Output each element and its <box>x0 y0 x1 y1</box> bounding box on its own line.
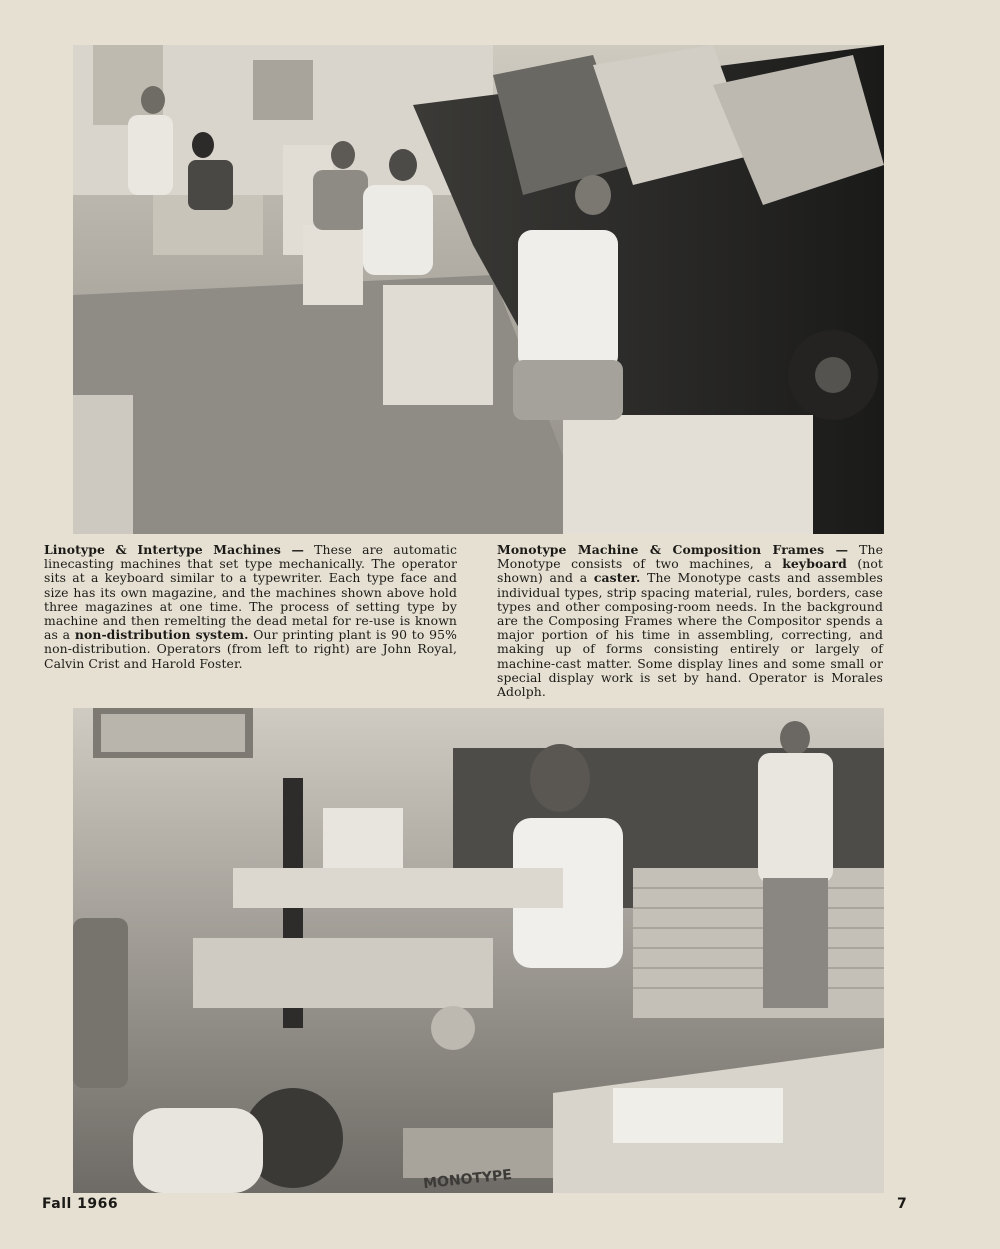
monotype-photo-illustration <box>73 708 884 1193</box>
monotype-machine-photo <box>73 708 884 1193</box>
linotype-machines-photo <box>73 45 884 534</box>
monotype-caption-bold-1: keyboard <box>782 556 847 572</box>
monotype-caption-text-1: The Monotype consists of two machines, a <box>497 542 883 572</box>
monotype-caption-title: Monotype Machine & Composition Frames — <box>497 542 849 557</box>
linotype-caption-title: Linotype & Intertype Machines — <box>44 542 304 557</box>
monotype-caption-text-3: The Monotype casts and assembles individual types, strip spacing material, rules, borders, case types and other composing-room needs. In the background are the Composing Frames where the Compositor spends a major portion of his time in assembling, correcting, and making up of forms consisting entirely or largely of machine-cast matter. Some display lines and some small or special display work is set by hand. Operator is Morales Adolph. <box>497 570 883 700</box>
issue-label: Fall 1966 <box>42 1196 119 1212</box>
linotype-caption-text-1: These are automatic linecasting machines that set type mechanically. The operator sits at a keyboard similar to a typewriter. Each type face and size has its own magazine, and the machines shown above hold three magazines at one time. The process of setting type by machine and then remelting the dead metal for re-use is known as a <box>44 542 457 643</box>
monotype-caption-text-2: (not shown) and a <box>497 556 883 586</box>
monotype-caption <box>497 543 883 699</box>
monotype-caption-bold-2: caster. <box>593 570 641 586</box>
linotype-caption-bold-1: non-distribution system. <box>74 627 249 643</box>
linotype-caption <box>44 543 457 671</box>
linotype-photo-illustration <box>73 45 884 534</box>
page-number: 7 <box>897 1196 908 1212</box>
monotype-stamp: MONOTYPE <box>422 1166 513 1193</box>
linotype-caption-text-2: Our printing plant is 90 to 95% non-distribution. Operators (from left to right) are John Royal, Calvin Crist and Harold Foster. <box>44 627 457 671</box>
